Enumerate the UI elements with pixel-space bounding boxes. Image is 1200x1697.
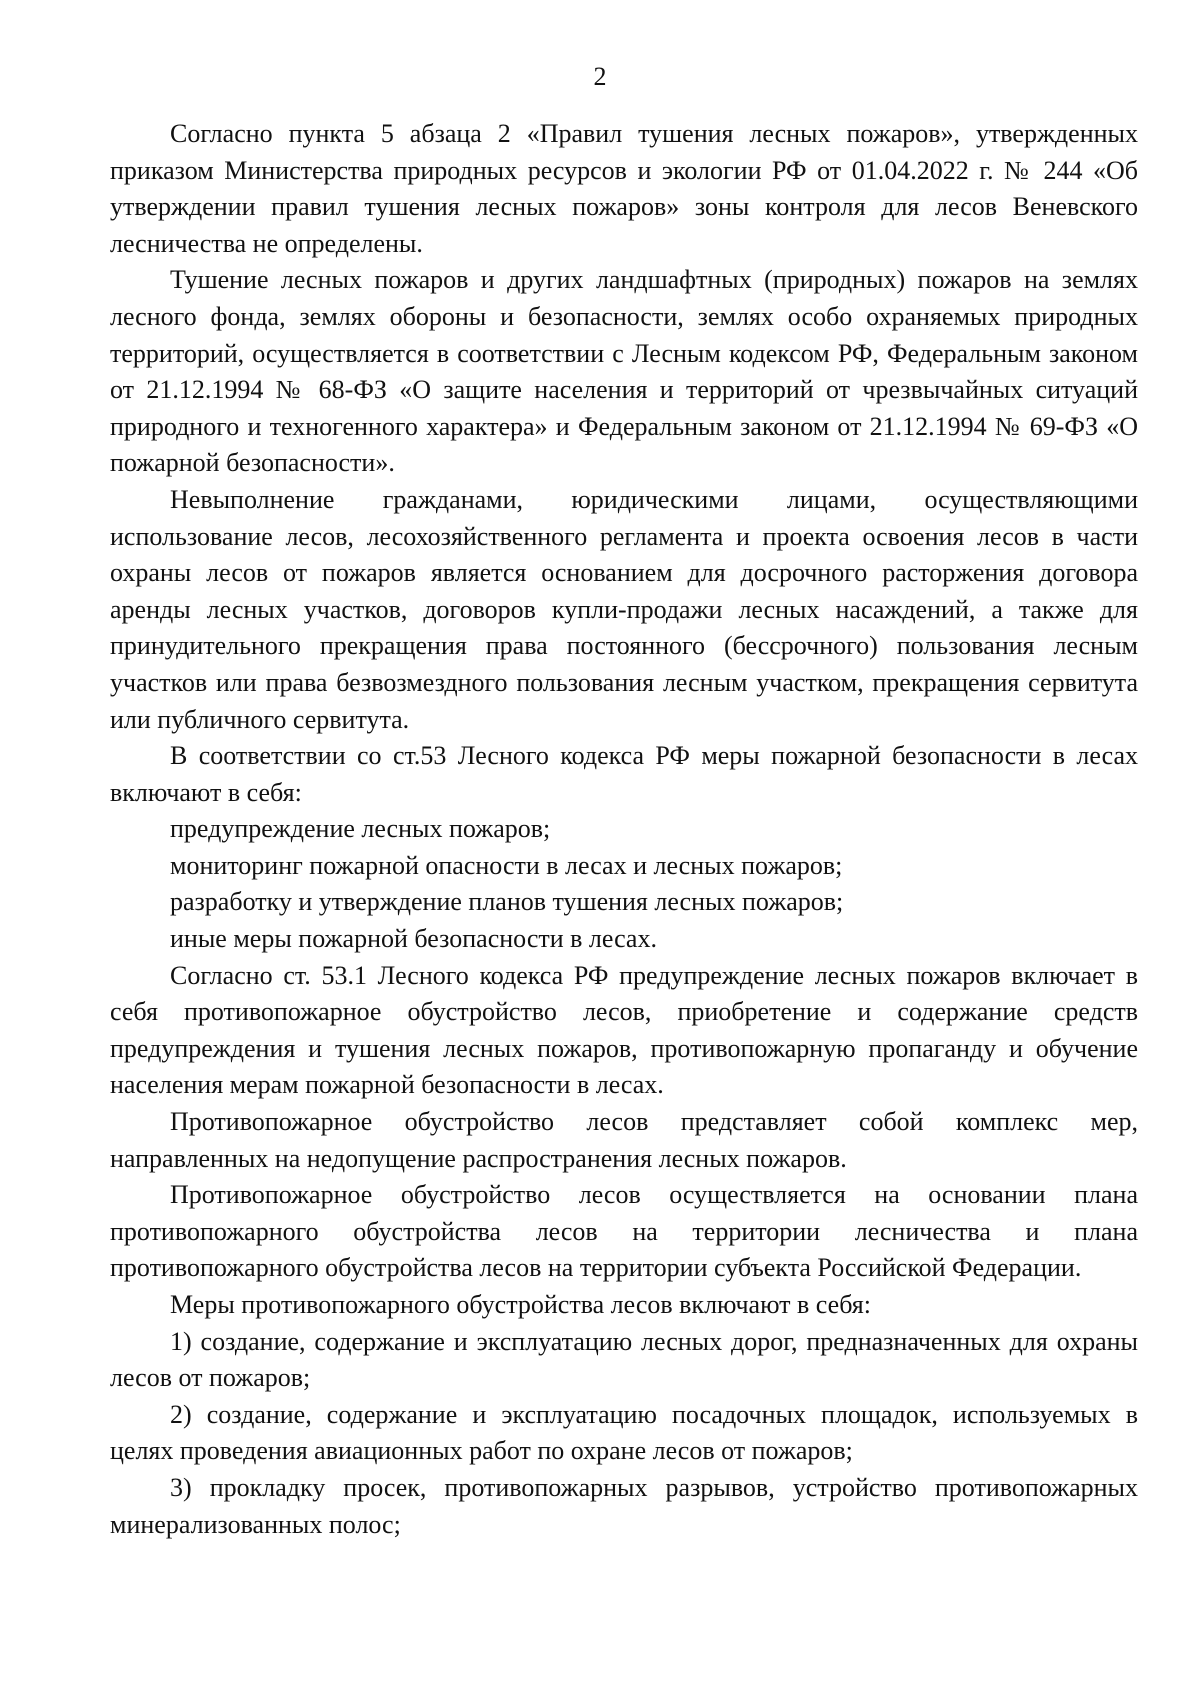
paragraph-fire-rules-zones: Согласно пункта 5 абзаца 2 «Правил тушения лесных пожаров», утвержденных приказом Министерства природных ресурсов и экологии РФ от 01.04.2022 г. № 244 «Об утверждении правил тушения лесных пожаров» зоны контроля для лесов Веневского лесничества не определены. [110, 119, 1138, 258]
paragraph-contract-termination: Невыполнение гражданами, юридическими лицами, осуществляющими использование лесов, лесохозяйственного регламента и проекта освоения лесов в части охраны лесов от пожаров является основанием для досрочного расторжения договора аренды лесных участков, договоров купли-продажи лесных насаждений, а также для принудительного прекращения права постоянного (бессрочного) пользования лесным участков или права безвозмездного пользования лесным участком, прекращения сервитута или публичного сервитута. [110, 484, 1138, 734]
list-item: мониторинг пожарной опасности в лесах и лесных пожаров; [170, 850, 843, 880]
numbered-item-forest-roads: 1) создание, содержание и эксплуатацию лесных дорог, предназначенных для охраны лесов от пожаров; [110, 1326, 1138, 1393]
paragraph-fire-arrangement-definition: Противопожарное обустройство лесов представляет собой комплекс мер, направленных на недопущение распространения лесных пожаров. [110, 1107, 1138, 1173]
paragraph-arrangement-measures-intro: Меры противопожарного обустройства лесов включают в себя: [170, 1290, 871, 1319]
numbered-item-firebreaks: 3) прокладку просек, противопожарных разрывов, устройство противопожарных минерализованных полос; [110, 1472, 1138, 1539]
list-item: иные меры пожарной безопасности в лесах. [170, 924, 657, 954]
paragraph-arrangement-plan-basis: Противопожарное обустройство лесов осуществляется на основании плана противопожарного обустройства лесов на территории лесничества и плана противопожарного обустройства лесов на территории субъекта Российской Федерации. [110, 1180, 1138, 1283]
paragraph-prevention-definition: Согласно ст. 53.1 Лесного кодекса РФ предупреждение лесных пожаров включает в себя противопожарное обустройство лесов, приобретение и содержание средств предупреждения и тушения лесных пожаров, противопожарную пропаганду и обучение населения мерам пожарной безопасности в лесах. [110, 960, 1138, 1100]
list-item: разработку и утверждение планов тушения лесных пожаров; [170, 887, 844, 917]
paragraph-firefighting-legal-basis: Тушение лесных пожаров и других ландшафтных (природных) пожаров на землях лесного фонда, землях обороны и безопасности, землях особо охраняемых природных территорий, осуществляется в соответствии с Лесным кодексом РФ, Федеральным законом от 21.12.1994 № 68-ФЗ «О защите населения и территорий от чрезвычайных ситуаций природного и техногенного характера» и Федеральным законом от 21.12.1994 № 69-ФЗ «О пожарной безопасности». [110, 265, 1138, 478]
numbered-item-landing-sites: 2) создание, содержание и эксплуатацию посадочных площадок, используемых в целях проведения авиационных работ по охране лесов от пожаров; [110, 1399, 1138, 1466]
page-number: 2 [593, 62, 607, 91]
paragraph-measures-intro: В соответствии со ст.53 Лесного кодекса РФ меры пожарной безопасности в лесах включают в себя: [110, 741, 1138, 807]
document-body [110, 116, 1138, 1543]
list-item: предупреждение лесных пожаров; [170, 814, 551, 844]
